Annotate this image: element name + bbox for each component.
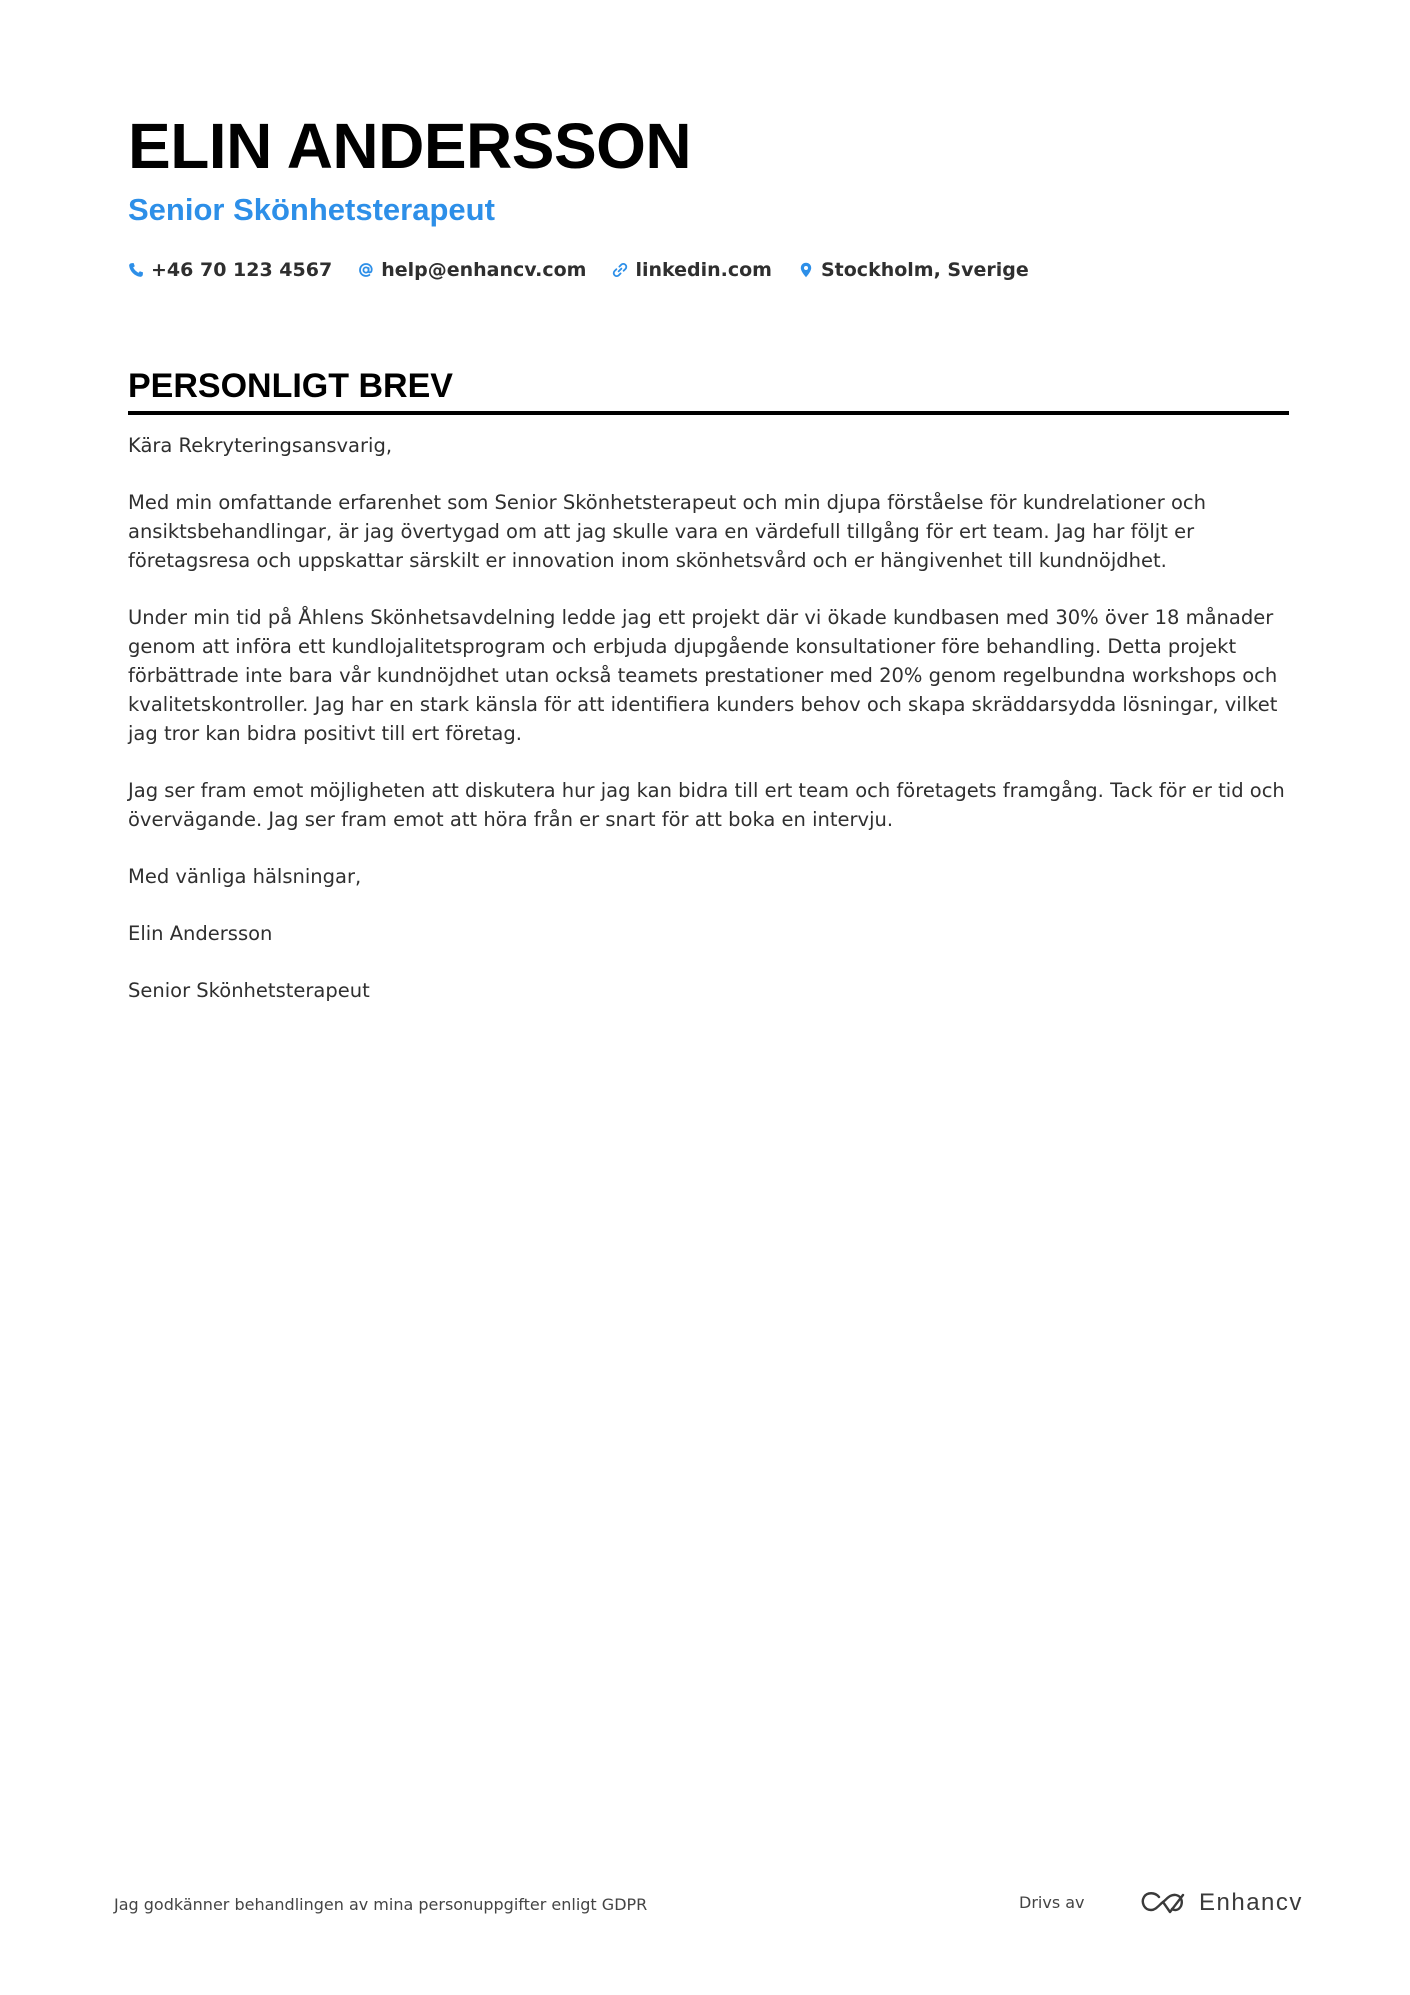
contact-phone[interactable] [128,259,332,281]
letter-paragraph: Under min tid på Åhlens Skönhetsavdelning ledde jag ett projekt där vi ökade kundbasen med 30% över 18 månader genom att införa ett kundlojalitetsprogram och erbjuda djupgående konsultationer före behandling. Detta projekt förbättrade inte bara vår kundnöjdhet utan också teamets prestationer med 20% genom regelbundna workshops och kvalitetskontroller. Jag har en stark känsla för att identifiera kunders behov och skapa skräddarsydda lösningar, vilket jag tror kan bidra positivt till ert företag. [128,606,1278,745]
letter-paragraph: Med min omfattande erfarenhet som Senior Skönhetsterapeut och min djupa förståelse för kundrelationer och ansiktsbehandlingar, är jag övertygad om att jag skulle vara en värdefull tillgång för ert team. Jag har följt er företagsresa och uppskattar särskilt er innovation inom skönhetsvård och er hängivenhet till kundnöjdhet. [128,491,1206,572]
contact-location [798,259,1029,281]
gdpr-consent-text: Jag godkänner behandlingen av mina personuppgifter enligt GDPR [114,1895,648,1914]
letter-closing: Med vänliga hälsningar, [128,865,362,888]
letter-paragraph: Jag ser fram emot möjligheten att diskutera hur jag kan bidra till ert team och företagets framgång. Tack för er tid och övervägande. Jag ser fram emot att höra från er snart för att boka en intervju. [128,779,1285,831]
contact-email[interactable] [358,259,586,281]
signature-name: Elin Andersson [128,922,273,945]
signature-title: Senior Skönhetsterapeut [128,979,370,1002]
enhancv-brand-name: Enhancv [1199,1889,1303,1916]
location-pin-icon [798,262,814,278]
powered-by-label: Drivs av [1019,1893,1085,1912]
section-title: PERSONLIGT BREV [128,365,1289,415]
phone-icon [128,262,144,278]
candidate-role: Senior Skönhetsterapeut [128,192,495,227]
contact-bar [128,256,1288,284]
contact-email-text: help@enhancv.com [381,259,587,281]
letter-body [128,431,1289,1005]
contact-linkedin[interactable] [612,259,772,281]
contact-phone-text: +46 70 123 4567 [151,259,333,281]
at-icon [358,262,374,278]
contact-location-text: Stockholm, Sverige [820,259,1029,281]
cover-letter-section [128,365,1289,1033]
enhancv-brand-link[interactable] [1139,1885,1303,1921]
link-icon [612,262,628,278]
footer [114,1885,1303,1925]
candidate-name: ELIN ANDERSSON [128,110,692,182]
contact-linkedin-text: linkedin.com [635,259,772,281]
letter-greeting: Kära Rekryteringsansvarig, [128,434,393,457]
header [128,108,1288,284]
enhancv-logo-icon [1139,1889,1187,1917]
